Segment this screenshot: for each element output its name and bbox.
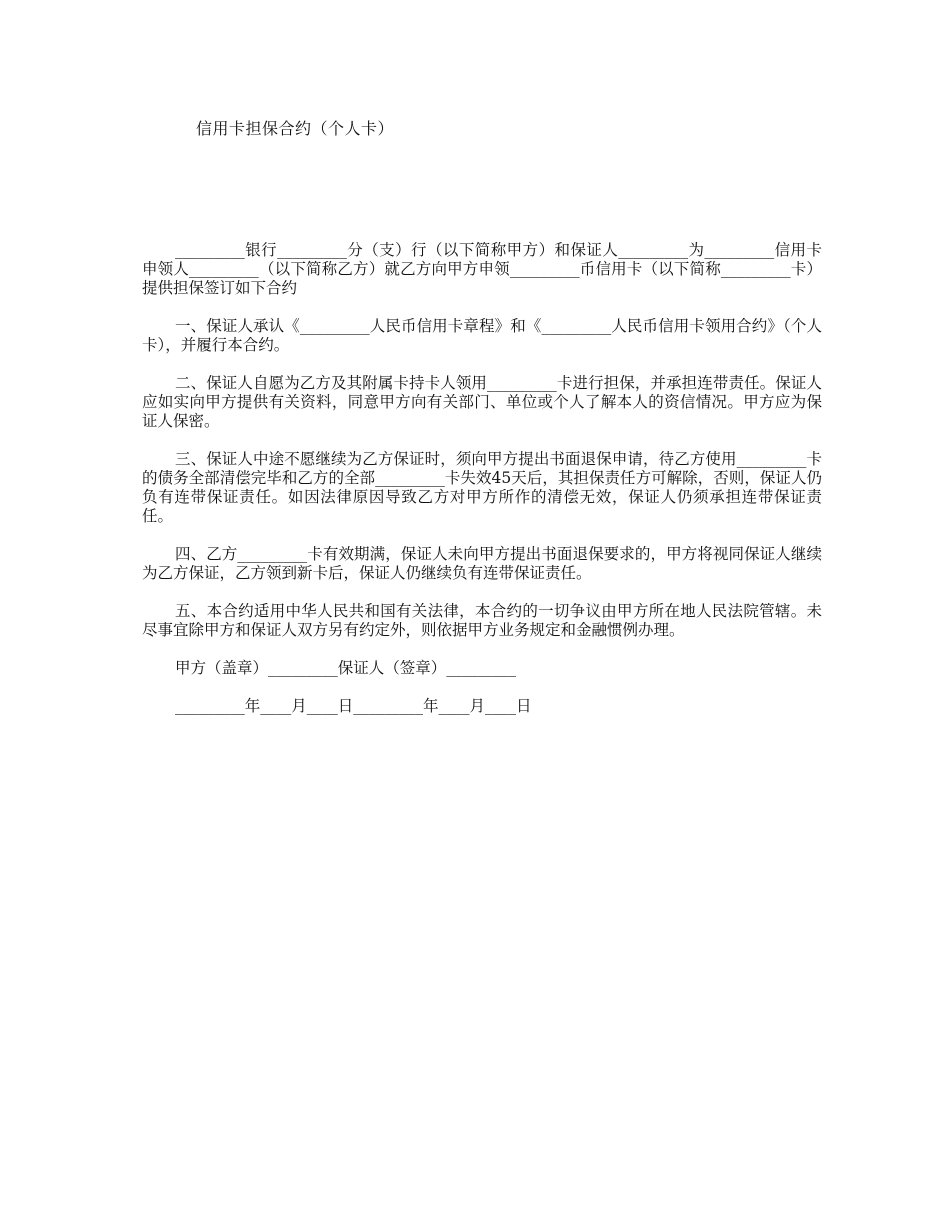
- date-line: _________年____月____日_________年____月____日: [175, 697, 532, 715]
- clause-5: 五、本合约适用中华人民共和国有关法律，本合约的一切争议由甲方所在地人民法院管辖。未尽事宜除甲方和保证人双方另有约定外，则依据甲方业务规定和金融惯例办理。: [142, 602, 822, 639]
- clause-2: 二、保证人自愿为乙方及其附属卡持卡人领用_________卡进行担保，并承担连带责任。保证人应如实向甲方提供有关资料，同意甲方向有关部门、单位或个人了解本人的资信情况。甲方应为保证人保密。: [142, 374, 822, 430]
- clause-4: 四、乙方_________卡有效期满，保证人未向甲方提出书面退保要求的，甲方将视同保证人继续为乙方保证，乙方领到新卡后，保证人仍继续负有连带保证责任。: [142, 545, 822, 582]
- clause-3: 三、保证人中途不愿继续为乙方保证时，须向甲方提出书面退保申请，待乙方使用_________卡的债务全部清偿完毕和乙方的全部_________卡失效45天后，其担保责任方可解除，否则，保证人仍负有连带保证责任。如因法律原因导致乙方对甲方所作的清偿无效，保证人仍须承担连带保证责任。: [142, 450, 822, 525]
- intro-paragraph: _________银行_________分（支）行（以下简称甲方）和保证人_________为_________信用卡申领人_________（以下简称乙方）就乙方向甲方申领_________币信用卡（以下简称_________卡）提供担保签订如下合约: [142, 241, 822, 297]
- clause-1: 一、保证人承认《_________人民币信用卡章程》和《_________人民币信用卡领用合约》（个人卡），并履行本合约。: [142, 317, 822, 354]
- document-title: 信用卡担保合约（个人卡）: [196, 119, 395, 138]
- signature-line: 甲方（盖章）_________保证人（签章）_________: [175, 659, 517, 677]
- document-body: [142, 241, 822, 735]
